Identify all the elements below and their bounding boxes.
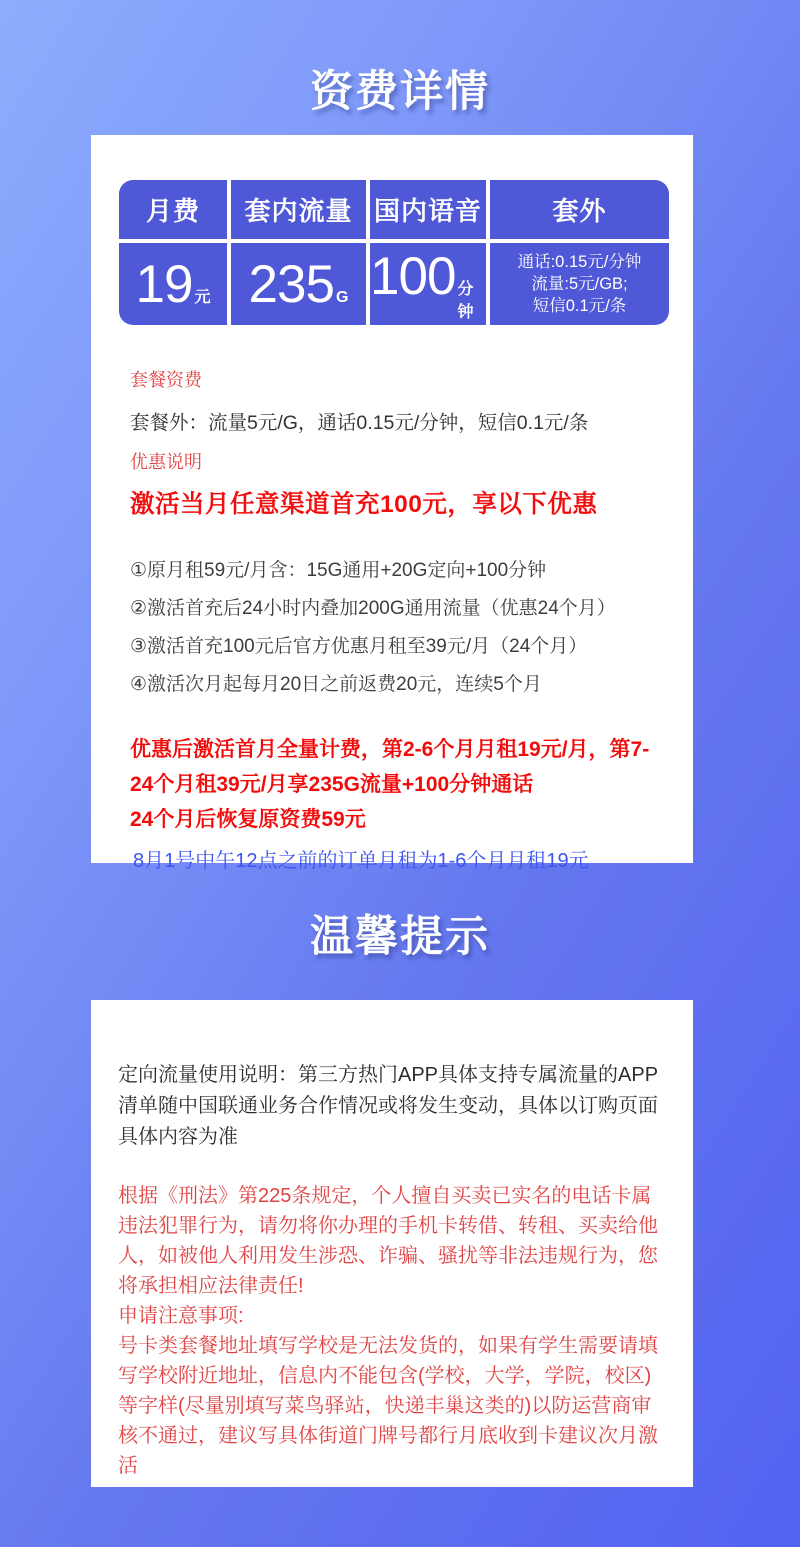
table-header-monthly-fee: 月费	[119, 180, 227, 239]
apply-notice: 号卡类套餐地址填写学校是无法发货的，如果有学生需要请填写学校附近地址，信息内不能包含(学校，大学，学院，校区)等字样(尽量别填写菜鸟驿站，快递丰巢这类的)以防运营商审核不通过，建议写具体街道门牌号都行月底收到卡建议次月激活	[118, 1335, 658, 1477]
directed-data-usage-note: 定向流量使用说明：第三方热门APP具体支持专属流量的APP清单随中国联通业务合作情况或将发生变动，具体以订购页面具体内容为准	[118, 1064, 659, 1148]
order-note: 8月1号中午12点之前的订单月租为1-6个月月租19元	[133, 850, 589, 872]
table-header-included-data: 套内流量	[231, 180, 366, 239]
out-of-plan-data-rate: 流量:5元/GB;	[531, 275, 628, 293]
monthly-fee-amount: 19	[135, 254, 193, 314]
promo-label: 优惠说明	[130, 452, 202, 472]
table-value-out-of-plan	[490, 243, 669, 325]
out-of-plan-call-rate: 通话:0.15元/分钟	[517, 253, 642, 271]
promo-summary	[130, 732, 663, 837]
tips-section-title: 温馨提示	[310, 913, 490, 961]
table-header-domestic-voice: 国内语音	[370, 180, 486, 239]
included-data-unit: G	[335, 288, 349, 306]
promo-summary-line-1: 优惠后激活首月全量计费，第2-6个月月租19元/月，第7-24个月租39元/月享235G流量+100分钟通话	[130, 738, 650, 796]
promo-item-2: ②激活首充后24小时内叠加200G通用流量（优惠24个月）	[130, 598, 616, 619]
promo-headline: 激活当月任意渠道首充100元，享以下优惠	[130, 491, 598, 518]
promo-item-list	[130, 552, 663, 704]
out-of-plan-sms-rate: 短信0.1元/条	[532, 297, 627, 315]
tips-card	[91, 1000, 693, 1487]
plan-table	[119, 180, 669, 325]
table-header-out-of-plan: 套外	[490, 180, 669, 239]
table-value-monthly-fee	[119, 243, 227, 325]
fee-detail: 套餐外：流量5元/G，通话0.15元/分钟，短信0.1元/条	[130, 412, 589, 434]
included-data-amount: 235	[248, 254, 334, 314]
voice-minutes-unit: 分钟	[457, 281, 474, 321]
tariff-card	[91, 135, 693, 872]
tariff-section-title: 资费详情	[310, 68, 490, 116]
promo-item-4: ④激活次月起每月20日之前返费20元，连续5个月	[130, 674, 542, 695]
voice-minutes-amount: 100	[370, 247, 456, 306]
promo-item-1: ①原月租59元/月含：15G通用+20G定向+100分钟	[130, 560, 547, 581]
table-value-included-data	[231, 243, 366, 325]
fee-label: 套餐资费	[130, 370, 202, 390]
monthly-fee-unit: 元	[194, 288, 211, 306]
promo-item-3: ③激活首充100元后官方优惠月租至39元/月（24个月）	[130, 636, 588, 657]
promo-summary-line-2: 24个月后恢复原资费59元	[130, 808, 366, 831]
apply-notice-label: 申请注意事项:	[118, 1305, 244, 1327]
tariff-text-block	[130, 366, 663, 873]
legal-warning: 根据《刑法》第225条规定，个人擅自买卖已实名的电话卡属违法犯罪行为，请勿将你办理的手机卡转借、转租、买卖给他人，如被他人利用发生涉恐、诈骗、骚扰等非法违规行为，您将承担相应法律责任!	[118, 1185, 658, 1297]
table-value-domestic-voice	[370, 243, 486, 325]
